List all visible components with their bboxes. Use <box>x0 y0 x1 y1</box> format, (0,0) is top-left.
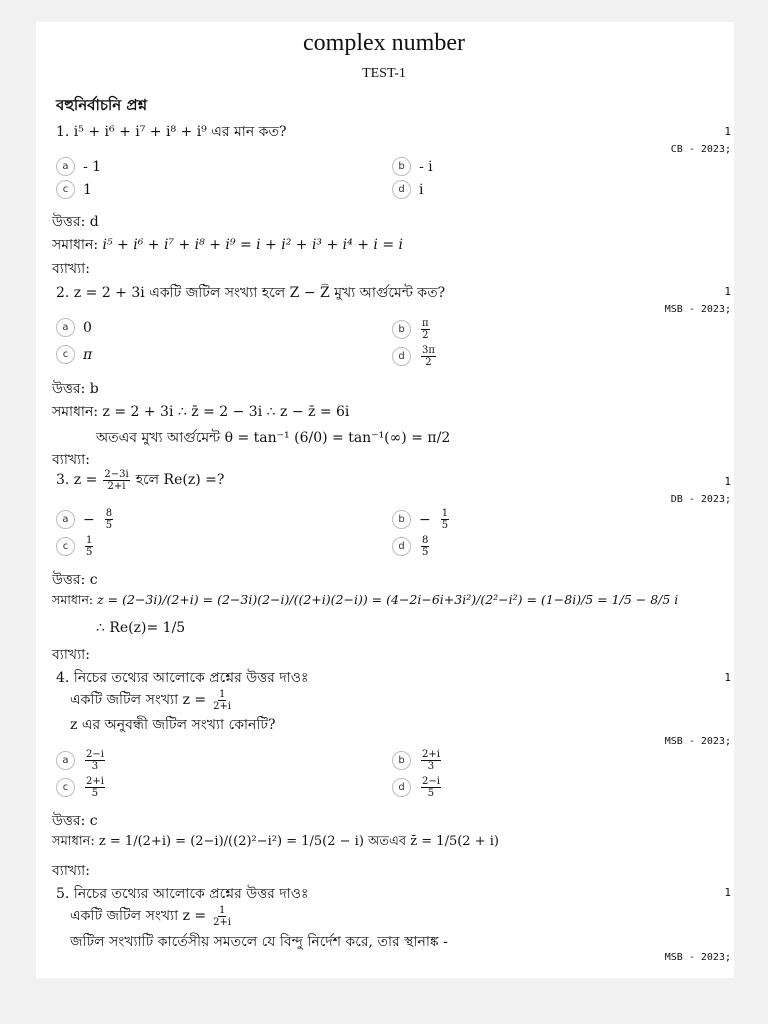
question-5-subquestion: জটিল সংখ্যাটি কার্তেসীয় সমতলে যে বিন্দু নির্দেশ করে, তার স্থানাঙ্ক - <box>70 934 448 950</box>
q4-option-a[interactable] <box>56 749 107 772</box>
answer-value: d <box>89 214 99 230</box>
answer-value: c <box>89 572 98 588</box>
q3-option-b[interactable] <box>392 508 451 531</box>
question-text-pre: 3. z = <box>56 472 98 488</box>
info-text: একটি জটিল সংখ্যা z = <box>70 692 207 708</box>
question-2-source: MSB - 2023; <box>664 304 731 315</box>
answer-label: উত্তর: <box>52 572 86 588</box>
fraction-denominator: 2 <box>425 357 432 368</box>
question-1-text: 1. i⁵ + i⁶ + i⁷ + i⁸ + i⁹ এর মান কত? <box>56 124 287 140</box>
solution-text: z = 2 + 3i ∴ z̄ = 2 − 3i ∴ z − z̄ = 6i <box>102 404 350 420</box>
option-sign: − <box>419 511 431 528</box>
q1-explanation-label: ব্যাখ্যা: <box>52 261 90 277</box>
question-1-source: CB - 2023; <box>670 144 731 155</box>
option-bubble[interactable]: c <box>56 180 75 199</box>
q4-solution <box>52 832 499 853</box>
option-fraction <box>421 535 429 558</box>
section-heading: বহুনির্বাচনি প্রশ্ন <box>56 96 148 114</box>
answer-value: b <box>89 381 99 397</box>
question-5-text: 5. নিচের তথ্যের আলোকে প্রশ্নের উত্তর দাওঃ <box>56 886 309 902</box>
question-5-mark: 1 <box>724 886 731 899</box>
q4-option-b[interactable] <box>392 749 443 772</box>
q2-option-b[interactable] <box>392 318 432 341</box>
question-2-text: 2. z = 2 + 3i একটি জটিল সংখ্যা হলে Z − Z̅ মুখ্য আর্গুমেন্ট কত? <box>56 285 446 301</box>
question-4-info <box>70 688 234 712</box>
option-bubble[interactable]: c <box>56 345 75 364</box>
solution-label: সমাধান: <box>52 834 95 849</box>
option-bubble[interactable]: b <box>392 320 411 339</box>
option-sign: − <box>83 511 95 528</box>
option-bubble[interactable]: a <box>56 751 75 770</box>
q4-option-c[interactable] <box>56 776 107 799</box>
question-5-info <box>70 904 234 928</box>
option-bubble[interactable]: d <box>392 537 411 556</box>
option-fraction <box>85 535 93 558</box>
fraction-denominator: 5 <box>422 547 429 558</box>
option-text: 1 <box>83 181 92 198</box>
fraction-numerator: 3π <box>422 345 435 356</box>
fraction-numerator: 2−i <box>86 749 104 760</box>
page-subtitle: TEST-1 <box>362 66 406 81</box>
option-text: i <box>419 181 424 198</box>
fraction-numerator: 2−3i <box>104 468 129 480</box>
page-title: complex number <box>303 30 465 56</box>
solution-label: সমাধান: <box>52 237 99 253</box>
q2-explanation-label: ব্যাখ্যা: <box>52 452 90 468</box>
q3-option-c[interactable] <box>56 535 95 558</box>
option-fraction <box>85 749 105 772</box>
option-bubble[interactable]: c <box>56 537 75 556</box>
fraction-denominator: 3 <box>91 761 99 772</box>
q2-solution-line-2: অতএব মুখ্য আর্গুমেন্ট θ = tan⁻¹ (6/0) = tan⁻¹(∞) = π/2 <box>96 430 451 446</box>
option-bubble[interactable]: b <box>392 157 411 176</box>
fraction-numerator: 1 <box>218 904 226 916</box>
q2-solution <box>52 400 349 424</box>
fraction-denominator: 2+i <box>213 916 232 928</box>
option-fraction <box>441 508 449 531</box>
question-1-mark: 1 <box>724 125 731 138</box>
fraction-denominator: 2+i <box>107 480 126 492</box>
fraction-numerator: 8 <box>422 535 429 546</box>
option-text: - 1 <box>83 158 102 175</box>
q3-solution <box>52 592 678 612</box>
q3-option-a[interactable] <box>56 508 115 531</box>
solution-label: সমাধান: <box>52 404 99 420</box>
fraction-numerator: 1 <box>218 688 226 700</box>
info-fraction <box>212 905 232 928</box>
fraction-denominator: 2+i <box>213 700 232 712</box>
fraction-denominator: 2 <box>422 330 429 341</box>
question-3-text <box>56 468 224 492</box>
solution-text: i⁵ + i⁶ + i⁷ + i⁸ + i⁹ = i + i² + i³ + i⁴ + i = i <box>102 237 403 253</box>
q1-solution <box>52 233 403 257</box>
option-bubble[interactable]: b <box>392 510 411 529</box>
q1-option-c[interactable] <box>56 180 92 199</box>
fraction-denominator: 5 <box>427 788 435 799</box>
question-2-mark: 1 <box>724 285 731 298</box>
fraction-denominator: 3 <box>427 761 435 772</box>
fraction-denominator: 5 <box>91 788 99 799</box>
answer-label: উত্তর: <box>52 381 86 397</box>
q3-answer <box>52 568 98 592</box>
question-5-source: MSB - 2023; <box>664 952 731 963</box>
solution-text: z = (2−3i)/(2+i) = (2−3i)(2−i)/((2+i)(2−i)) = (4−2i−6i+3i²)/(2²−i²) = (1−8i)/5 = 1/5 − 8/5 i <box>97 592 679 607</box>
question-4-text: 4. নিচের তথ্যের আলোকে প্রশ্নের উত্তর দাওঃ <box>56 670 309 686</box>
answer-label: উত্তর: <box>52 813 86 829</box>
answer-value: c <box>89 813 98 829</box>
option-text: - i <box>419 158 433 175</box>
q1-option-d[interactable] <box>392 180 423 199</box>
fraction-numerator: 1 <box>441 508 449 519</box>
q1-option-b[interactable] <box>392 157 433 176</box>
q4-answer <box>52 809 98 833</box>
question-text-post: হলে Re(z) =? <box>135 472 225 488</box>
q1-option-a[interactable] <box>56 157 101 176</box>
q1-answer <box>52 210 99 234</box>
question-4-subquestion: z এর অনুবন্ধী জটিল সংখ্যা কোনটি? <box>70 717 276 733</box>
option-fraction <box>421 776 441 799</box>
option-text: 0 <box>83 319 92 336</box>
question-3-source: DB - 2023; <box>670 494 731 505</box>
option-text: π <box>83 346 93 363</box>
option-bubble[interactable]: a <box>56 318 75 337</box>
fraction-denominator: 5 <box>86 547 93 558</box>
q3-explanation-label: ব্যাখ্যা: <box>52 647 90 663</box>
question-4-mark: 1 <box>724 671 731 684</box>
option-fraction <box>421 749 441 772</box>
option-fraction <box>105 508 113 531</box>
fraction-numerator: 2+i <box>86 776 104 787</box>
q3-option-d[interactable] <box>392 535 431 558</box>
question-fraction <box>103 469 129 492</box>
option-bubble[interactable]: a <box>56 157 75 176</box>
fraction-numerator: 8 <box>105 508 113 519</box>
fraction-numerator: 1 <box>86 535 93 546</box>
fraction-denominator: 5 <box>441 520 449 531</box>
option-fraction <box>85 776 105 799</box>
option-fraction <box>421 345 436 368</box>
option-bubble[interactable]: b <box>392 751 411 770</box>
answer-label: উত্তর: <box>52 214 86 230</box>
question-4-source: MSB - 2023; <box>664 736 731 747</box>
q2-option-a[interactable] <box>56 318 92 337</box>
info-text: একটি জটিল সংখ্যা z = <box>70 908 207 924</box>
option-bubble[interactable]: d <box>392 347 411 366</box>
fraction-numerator: 2+i <box>422 749 440 760</box>
option-bubble[interactable]: a <box>56 510 75 529</box>
q3-solution-line-2: ∴ Re(z)= 1/5 <box>96 620 186 636</box>
fraction-numerator: 2−i <box>422 776 440 787</box>
fraction-numerator: π <box>422 318 429 329</box>
q2-option-d[interactable] <box>392 345 438 368</box>
question-3-mark: 1 <box>724 475 731 488</box>
option-bubble[interactable]: c <box>56 778 75 797</box>
q4-option-d[interactable] <box>392 776 443 799</box>
solution-text: z = 1/(2+i) = (2−i)/((2)²−i²) = 1/5(2 − i) অতএব z̄ = 1/5(2 + i) <box>98 834 499 849</box>
q2-option-c[interactable] <box>56 345 92 364</box>
info-fraction <box>212 689 232 712</box>
q4-explanation-label: ব্যাখ্যা: <box>52 863 90 879</box>
option-fraction <box>421 318 430 341</box>
option-bubble[interactable]: d <box>392 778 411 797</box>
q2-answer <box>52 377 99 401</box>
option-bubble[interactable]: d <box>392 180 411 199</box>
solution-label: সমাধান: <box>52 592 94 607</box>
fraction-denominator: 5 <box>105 520 113 531</box>
